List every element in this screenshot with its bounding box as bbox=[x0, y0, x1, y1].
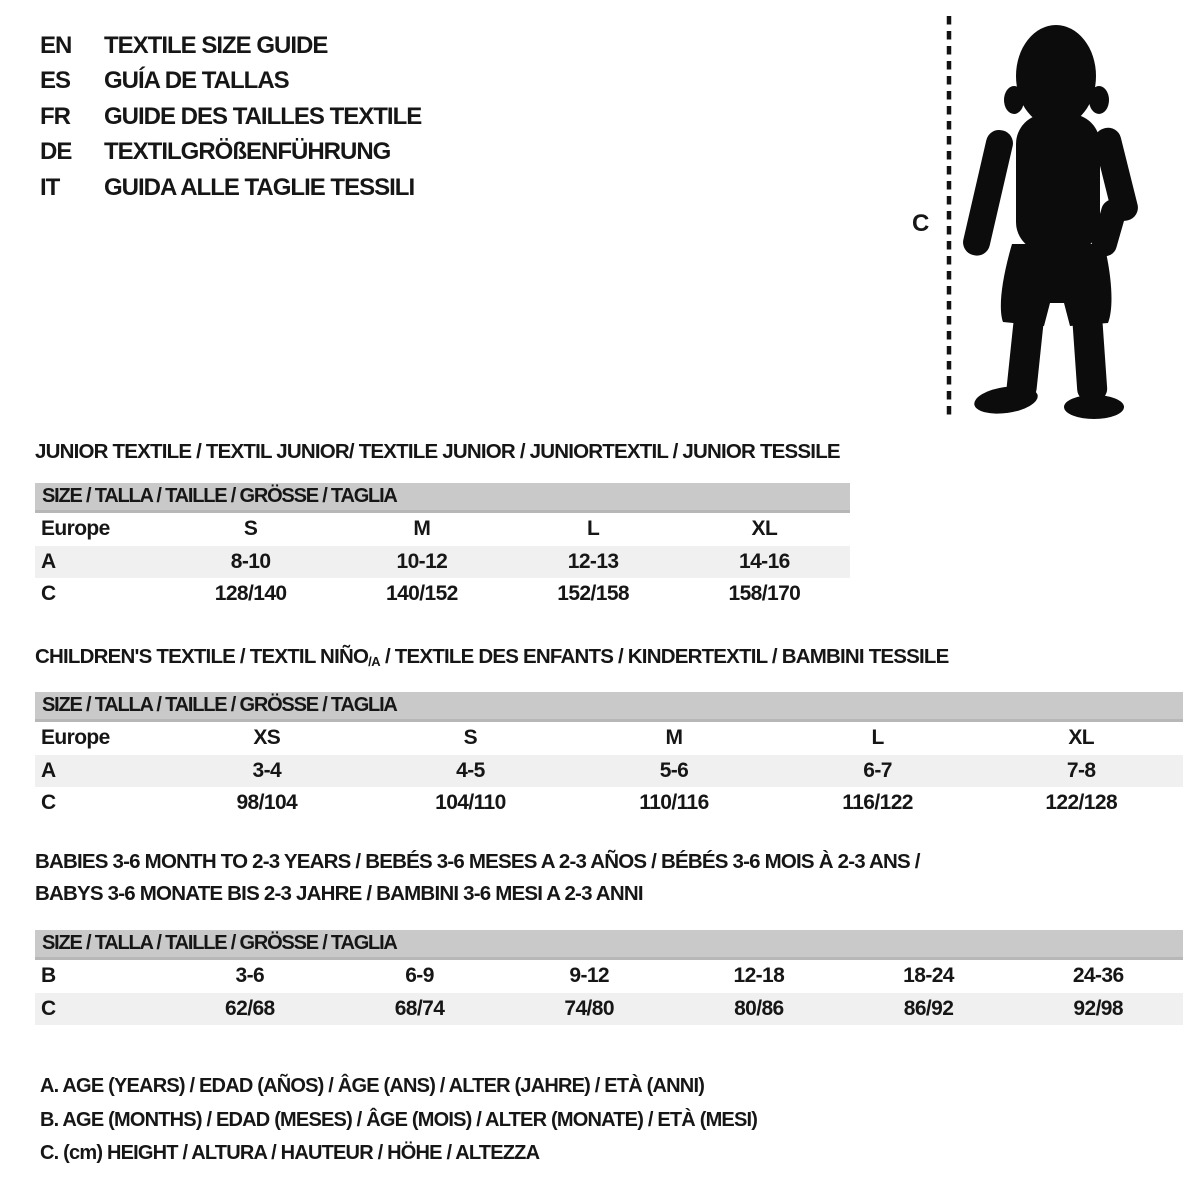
cell-value: 8-10 bbox=[230, 549, 271, 573]
language-guide-label: TEXTILE SIZE GUIDE bbox=[104, 31, 328, 59]
language-row bbox=[40, 99, 421, 135]
cell-value: 7-8 bbox=[1066, 758, 1096, 782]
cell-value: 98/104 bbox=[236, 791, 298, 815]
title-subscript: /A bbox=[368, 654, 381, 669]
cell-value: 9-12 bbox=[569, 964, 609, 988]
language-code: DE bbox=[40, 138, 72, 166]
table-row bbox=[35, 546, 850, 579]
language-guide-label: TEXTILGRÖßENFÜHRUNG bbox=[104, 138, 391, 166]
language-row bbox=[40, 64, 421, 100]
cell-value: 18-24 bbox=[903, 964, 954, 988]
cell-value: 104/110 bbox=[435, 791, 506, 815]
cell-value: 10-12 bbox=[396, 549, 448, 573]
children-table-title bbox=[35, 641, 1183, 675]
language-code: IT bbox=[40, 173, 60, 201]
cell-value: 92/98 bbox=[1073, 996, 1123, 1020]
size-header-bar: SIZE / TALLA / TAILLE / GRÖSSE / TAGLIA bbox=[35, 692, 1183, 722]
language-guide-label: GUÍA DE TALLAS bbox=[104, 67, 289, 95]
legend-line: C. (cm) HEIGHT / ALTURA / HAUTEUR / HÖHE / ALTEZZA bbox=[40, 1142, 540, 1164]
junior-table-section bbox=[35, 436, 850, 611]
language-code: FR bbox=[40, 102, 70, 130]
cell-value: 122/128 bbox=[1045, 791, 1118, 815]
cell-value: 6-7 bbox=[863, 758, 892, 782]
cell-value: 62/68 bbox=[225, 996, 275, 1020]
cell-value: S bbox=[463, 726, 478, 750]
row-label: C bbox=[41, 996, 56, 1020]
cell-value: 5-6 bbox=[659, 758, 689, 782]
table-title-line bbox=[35, 436, 850, 468]
size-header-bar: SIZE / TALLA / TAILLE / GRÖSSE / TAGLIA bbox=[35, 930, 1183, 960]
table-row bbox=[35, 787, 1183, 820]
cell-value: 86/92 bbox=[903, 996, 954, 1020]
cell-value: M bbox=[665, 726, 683, 750]
height-measure-line bbox=[944, 16, 954, 416]
babies-table-section bbox=[35, 846, 1183, 1025]
language-guide-label: GUIDA ALLE TAGLIE TESSILI bbox=[104, 173, 415, 201]
cell-value: XL bbox=[751, 517, 778, 541]
cell-value: XL bbox=[1068, 726, 1094, 750]
cell-value: 116/122 bbox=[842, 791, 913, 815]
cell-value: 110/116 bbox=[639, 791, 709, 815]
cell-value: L bbox=[871, 726, 884, 750]
language-code: ES bbox=[40, 67, 71, 95]
language-row bbox=[40, 28, 421, 64]
table-title-line bbox=[35, 846, 1183, 878]
row-label: B bbox=[41, 964, 56, 988]
title-text: BABYS 3-6 MONATE BIS 2-3 JAHRE / BAMBINI 3-6 MESI A 2-3 ANNI bbox=[35, 882, 643, 905]
table-title-line bbox=[35, 641, 1183, 675]
language-row bbox=[40, 135, 421, 171]
cell-value: 3-4 bbox=[252, 758, 282, 782]
children-table-section bbox=[35, 641, 1183, 820]
title-text: CHILDREN'S TEXTILE / TEXTIL NIÑO bbox=[35, 645, 369, 668]
language-guide-label: GUIDE DES TAILLES TEXTILE bbox=[104, 102, 422, 130]
cell-value: 128/140 bbox=[214, 582, 287, 606]
language-row bbox=[40, 170, 421, 206]
cell-value: 3-6 bbox=[235, 964, 265, 988]
babies-size-table bbox=[35, 930, 1183, 1025]
size-header-bar: SIZE / TALLA / TAILLE / GRÖSSE / TAGLIA bbox=[35, 483, 850, 513]
cell-value: 68/74 bbox=[394, 996, 445, 1020]
table-title-line bbox=[35, 878, 1183, 910]
junior-table-title bbox=[35, 436, 850, 468]
row-label: A bbox=[41, 758, 56, 782]
title-text: JUNIOR TEXTILE / TEXTIL JUNIOR/ TEXTILE JUNIOR / JUNIORTEXTIL / JUNIOR TESSILE bbox=[35, 440, 840, 463]
row-label: Europe bbox=[41, 726, 110, 750]
height-measure-label: C bbox=[912, 210, 930, 237]
row-label: C bbox=[41, 582, 56, 606]
cell-value: 80/86 bbox=[734, 996, 784, 1020]
row-label: C bbox=[41, 791, 56, 815]
title-text: / TEXTILE DES ENFANTS / KINDERTEXTIL / BAMBINI TESSILE bbox=[380, 645, 949, 668]
table-row bbox=[35, 993, 1183, 1026]
table-row bbox=[35, 513, 850, 546]
cell-value: 24-36 bbox=[1072, 964, 1124, 988]
row-label: A bbox=[41, 549, 56, 573]
cell-value: 14-16 bbox=[739, 549, 790, 573]
cell-value: 6-9 bbox=[405, 964, 434, 988]
cell-value: 4-5 bbox=[456, 758, 485, 782]
cell-value: 12-18 bbox=[733, 964, 785, 988]
legend-line: B. AGE (MONTHS) / EDAD (MESES) / ÂGE (MOIS) / ALTER (MONATE) / ETÀ (MESI) bbox=[40, 1108, 758, 1131]
table-row bbox=[35, 578, 850, 611]
baby-toddler-silhouette-icon bbox=[956, 8, 1146, 420]
cell-value: 74/80 bbox=[564, 996, 614, 1020]
table-row bbox=[35, 755, 1183, 788]
cell-value: 140/152 bbox=[386, 582, 458, 606]
language-code: EN bbox=[40, 31, 72, 59]
cell-value: S bbox=[243, 517, 258, 541]
title-text: BABIES 3-6 MONTH TO 2-3 YEARS / BEBÉS 3-6 MESES A 2-3 AÑOS / BÉBÉS 3-6 MOIS À 2-3 ANS / bbox=[35, 850, 920, 873]
cell-value: L bbox=[587, 517, 600, 541]
cell-value: 12-13 bbox=[567, 549, 619, 573]
cell-value: XS bbox=[253, 726, 281, 750]
table-row bbox=[35, 960, 1183, 993]
junior-size-table bbox=[35, 483, 850, 611]
legend-line: A. AGE (YEARS) / EDAD (AÑOS) / ÂGE (ANS) / ALTER (JAHRE) / ETÀ (ANNI) bbox=[40, 1075, 705, 1097]
table-row bbox=[35, 722, 1183, 755]
language-title-block bbox=[40, 28, 421, 206]
legend bbox=[40, 1070, 757, 1171]
babies-table-title bbox=[35, 846, 1183, 910]
cell-value: M bbox=[413, 517, 431, 541]
cell-value: 152/158 bbox=[557, 582, 629, 606]
children-size-table bbox=[35, 692, 1183, 820]
cell-value: 158/170 bbox=[728, 582, 801, 606]
row-label: Europe bbox=[41, 517, 110, 541]
